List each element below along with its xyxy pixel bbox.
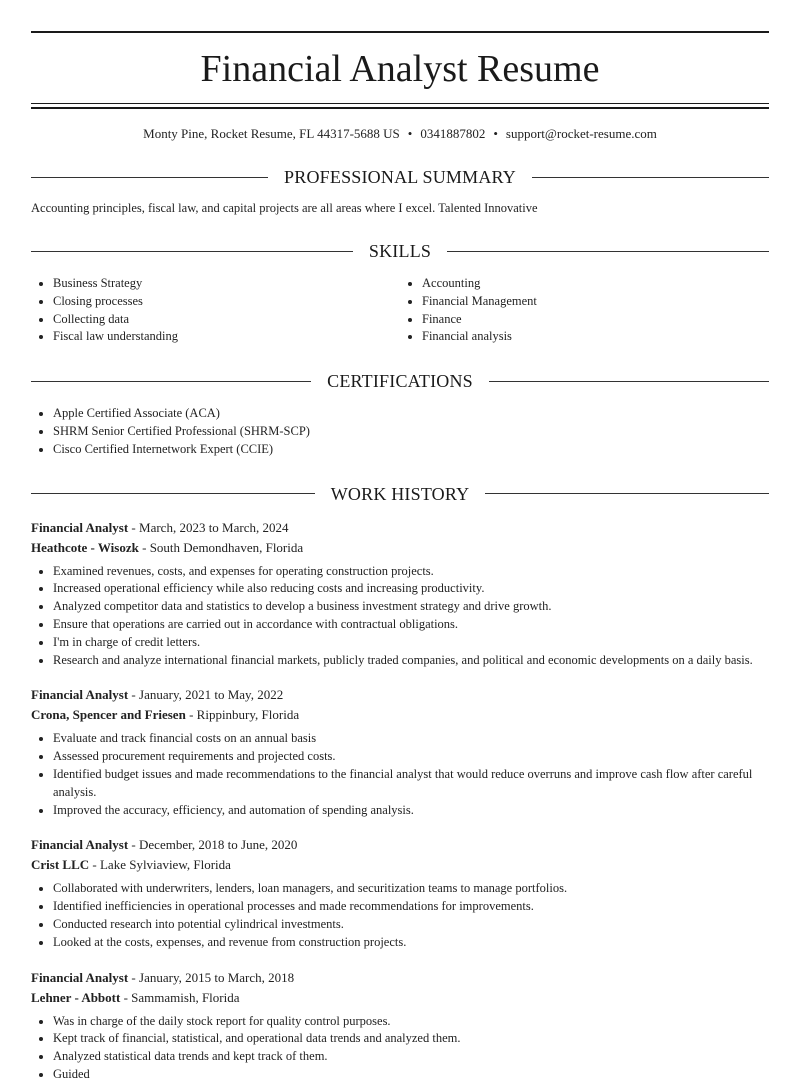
skills-column-left [31, 275, 400, 346]
job-company-line: Heathcote - Wisozk - South Demondhaven, Florida [31, 539, 304, 555]
certification-item: • SHRM Senior Certified Professional (SHRM-SCP) [53, 423, 769, 441]
certification-item: • Apple Certified Associate (ACA) [53, 405, 769, 423]
double-rule [31, 103, 769, 109]
skills-column-right [400, 275, 769, 346]
skill-item: • Finance [422, 311, 769, 329]
job-bullet: • Collaborated with underwriters, lenders, loan managers, and securitization teams to manage portfolios. [53, 880, 769, 898]
job-bullets [31, 730, 769, 819]
job-dates: March, 2023 to March, 2024 [139, 519, 289, 535]
job-company-line: Crona, Spencer and Friesen - Rippinbury, Florida [31, 707, 300, 723]
job-company-line: Crist LLC - Lake Sylviaview, Florida [31, 857, 231, 873]
job-bullets [31, 880, 769, 951]
job-entry [31, 518, 769, 670]
job-dates: January, 2021 to May, 2022 [139, 687, 284, 703]
skill-item: • Fiscal law understanding [53, 328, 400, 346]
bullet-separator: • [407, 126, 413, 141]
job-bullet: • Identified inefficiencies in operational processes and made recommendations for improvements. [53, 898, 769, 916]
job-bullet: • Improved the accuracy, efficiency, and automation of spending analysis. [53, 802, 769, 820]
resume-page [0, 31, 800, 1084]
job-location: Lake Sylviaview, Florida [99, 857, 231, 873]
summary-text: Accounting principles, fiscal law, and capital projects are all areas where I excel. Talented Innovative [31, 201, 538, 215]
job-bullet: • Analyzed statistical data trends and kept track of them. [53, 1048, 769, 1066]
job-location: Sammamish, Florida [131, 989, 240, 1005]
section-heading-summary: PROFESSIONAL SUMMARY [31, 166, 769, 188]
section-heading-work-history: WORK HISTORY [31, 483, 769, 505]
job-company-line: Lehner - Abbott - Sammamish, Florida [31, 989, 240, 1005]
job-title-line: Financial Analyst - December, 2018 to June, 2020 [31, 837, 298, 853]
certification-item: • Cisco Certified Internetwork Expert (CCIE) [53, 441, 769, 459]
skill-item: • Business Strategy [53, 275, 400, 293]
bullet-separator: • [493, 126, 498, 141]
skill-item: • Financial analysis [422, 328, 769, 346]
job-entry [31, 685, 769, 819]
job-bullet: • Evaluate and track financial costs on an annual basis [53, 730, 769, 748]
job-title-line: Financial Analyst - January, 2021 to May, 2022 [31, 687, 284, 703]
skills-list [31, 275, 769, 346]
contact-address: Monty Pine, Rocket Resume, FL 44317-5688 US [143, 126, 400, 141]
job-bullet: • Research and analyze international financial markets, publicly traded companies, and political and economic developments on a daily basis. [53, 652, 769, 670]
job-bullet: • Conducted research into potential cylindrical investments. [53, 916, 769, 934]
skill-item: • Financial Management [422, 293, 769, 311]
contact-phone: 0341887802 [420, 126, 486, 141]
job-entry [31, 835, 769, 951]
job-bullet: • Identified budget issues and made recommendations to the financial analyst that would reduce overruns and improve cash flow after careful analysis. [53, 766, 769, 802]
section-heading-skills: SKILLS [31, 240, 769, 262]
skill-item: • Collecting data [53, 311, 400, 329]
job-dates: January, 2015 to March, 2018 [139, 969, 295, 985]
job-location: Rippinbury, Florida [196, 707, 300, 723]
job-title-line: Financial Analyst - March, 2023 to March, 2024 [31, 519, 289, 535]
page-title: Financial Analyst Resume [200, 48, 600, 90]
job-title-line: Financial Analyst - January, 2015 to March, 2018 [31, 969, 295, 985]
job-bullet: • Assessed procurement requirements and projected costs. [53, 748, 769, 766]
job-dates: December, 2018 to June, 2020 [139, 837, 298, 853]
section-heading-certifications: CERTIFICATIONS [31, 370, 769, 392]
skill-item: • Accounting [422, 275, 769, 293]
job-bullet: • Kept track of financial, statistical, and operational data trends and analyzed them. [53, 1030, 769, 1048]
job-bullet: • Looked at the costs, expenses, and revenue from construction projects. [53, 934, 769, 952]
job-bullet: • I'm in charge of credit letters. [53, 634, 769, 652]
job-bullets [31, 563, 769, 670]
job-bullet: • Examined revenues, costs, and expenses for operating construction projects. [53, 563, 769, 581]
skill-item: • Closing processes [53, 293, 400, 311]
certifications-list [31, 405, 769, 458]
job-bullet: • Was in charge of the daily stock report for quality control purposes. [53, 1013, 769, 1031]
job-bullet: • Ensure that operations are carried out in accordance with contractual obligations. [53, 616, 769, 634]
job-entry [31, 968, 769, 1084]
job-bullet: • Guided [53, 1066, 769, 1084]
top-rule [31, 31, 769, 33]
job-bullet: • Analyzed competitor data and statistics to develop a business investment strategy and drive growth. [53, 598, 769, 616]
contact-email: support@rocket-resume.com [505, 126, 657, 141]
contact-line [31, 126, 769, 142]
job-bullets [31, 1013, 769, 1084]
job-location: South Demondhaven, Florida [149, 539, 304, 555]
job-bullet: • Increased operational efficiency while also reducing costs and increasing productivity. [53, 580, 769, 598]
